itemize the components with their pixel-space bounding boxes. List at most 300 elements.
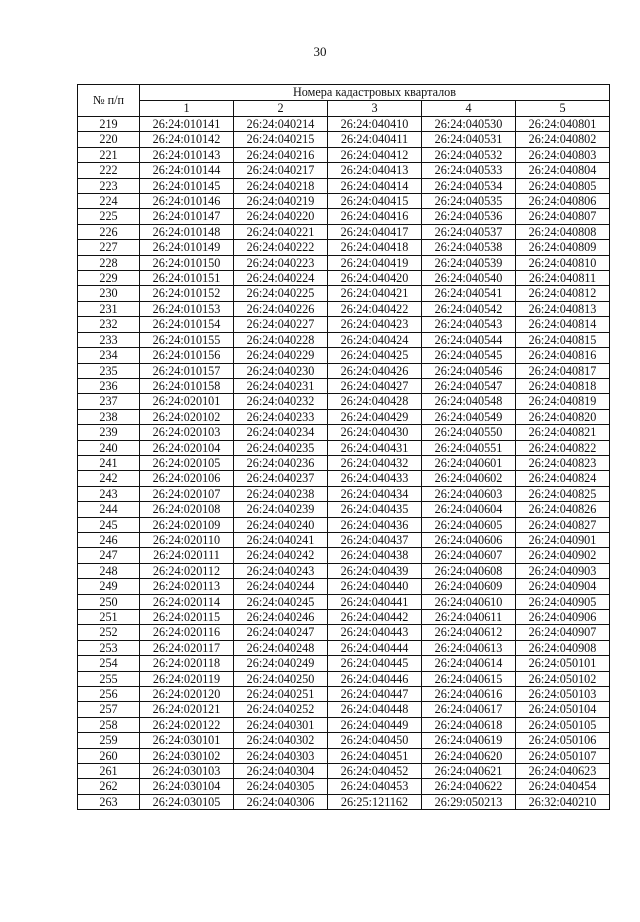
quarter-cell-1: 26:24:020110 [140, 532, 234, 547]
quarter-cell-5: 26:24:040808 [516, 224, 610, 239]
quarter-cell-4: 26:24:040551 [422, 440, 516, 455]
quarter-cell-1: 26:24:020112 [140, 563, 234, 578]
table-row [78, 224, 610, 239]
table-row [78, 378, 610, 393]
table-row [78, 671, 610, 686]
row-number-cell: 234 [78, 348, 140, 363]
row-number-cell: 241 [78, 455, 140, 470]
quarter-cell-1: 26:24:010156 [140, 348, 234, 363]
quarter-cell-5: 26:24:040905 [516, 594, 610, 609]
row-number-cell: 232 [78, 317, 140, 332]
quarter-cell-2: 26:24:040235 [234, 440, 328, 455]
row-number-cell: 247 [78, 548, 140, 563]
quarter-cell-4: 26:24:040546 [422, 363, 516, 378]
quarter-cell-5: 26:24:040906 [516, 610, 610, 625]
quarter-cell-5: 26:24:050102 [516, 671, 610, 686]
row-number-cell: 252 [78, 625, 140, 640]
quarter-cell-1: 26:24:010153 [140, 301, 234, 316]
table-row [78, 764, 610, 779]
quarter-cell-5: 26:24:040819 [516, 394, 610, 409]
quarter-cell-4: 26:24:040544 [422, 332, 516, 347]
table-row [78, 363, 610, 378]
row-number-cell: 259 [78, 733, 140, 748]
quarter-cell-3: 26:24:040423 [328, 317, 422, 332]
table-row [78, 394, 610, 409]
quarter-cell-2: 26:24:040301 [234, 717, 328, 732]
quarter-cell-4: 26:24:040617 [422, 702, 516, 717]
quarter-cell-2: 26:24:040230 [234, 363, 328, 378]
quarter-cell-1: 26:24:030104 [140, 779, 234, 794]
table-row [78, 733, 610, 748]
quarter-cell-2: 26:24:040233 [234, 409, 328, 424]
quarter-cell-2: 26:24:040245 [234, 594, 328, 609]
quarter-cell-5: 26:24:040818 [516, 378, 610, 393]
quarter-cell-1: 26:24:020109 [140, 517, 234, 532]
column-header-2: 2 [234, 101, 328, 117]
quarter-cell-4: 26:24:040533 [422, 163, 516, 178]
quarter-cell-5: 26:24:040826 [516, 502, 610, 517]
row-number-cell: 221 [78, 147, 140, 162]
row-number-cell: 228 [78, 255, 140, 270]
quarter-cell-2: 26:24:040240 [234, 517, 328, 532]
quarter-cell-3: 26:24:040426 [328, 363, 422, 378]
quarter-cell-1: 26:24:010146 [140, 194, 234, 209]
quarter-cell-3: 26:24:040440 [328, 579, 422, 594]
quarter-cell-5: 26:24:050105 [516, 717, 610, 732]
quarter-cell-4: 26:24:040607 [422, 548, 516, 563]
table-row [78, 209, 610, 224]
quarter-cell-2: 26:24:040228 [234, 332, 328, 347]
quarter-cell-3: 26:24:040418 [328, 240, 422, 255]
quarter-cell-1: 26:24:030102 [140, 748, 234, 763]
quarter-cell-4: 26:24:040537 [422, 224, 516, 239]
quarter-cell-4: 26:24:040604 [422, 502, 516, 517]
quarter-cell-2: 26:24:040242 [234, 548, 328, 563]
quarter-cell-2: 26:24:040214 [234, 117, 328, 132]
quarter-cell-1: 26:24:020111 [140, 548, 234, 563]
quarter-cell-5: 26:24:040811 [516, 271, 610, 286]
quarter-cell-2: 26:24:040304 [234, 764, 328, 779]
quarter-cell-5: 26:24:050101 [516, 656, 610, 671]
quarter-cell-1: 26:24:010149 [140, 240, 234, 255]
quarter-cell-1: 26:24:020116 [140, 625, 234, 640]
row-number-cell: 239 [78, 425, 140, 440]
quarter-cell-5: 26:24:040803 [516, 147, 610, 162]
quarter-cell-3: 26:24:040430 [328, 425, 422, 440]
quarter-cell-5: 26:24:040824 [516, 471, 610, 486]
quarter-cell-1: 26:24:010143 [140, 147, 234, 162]
quarter-cell-3: 26:24:040416 [328, 209, 422, 224]
row-number-cell: 257 [78, 702, 140, 717]
quarter-cell-2: 26:24:040215 [234, 132, 328, 147]
quarter-cell-2: 26:24:040234 [234, 425, 328, 440]
quarter-cell-5: 26:24:040907 [516, 625, 610, 640]
cadastral-numbers-header: Номера кадастровых кварталов [140, 85, 610, 101]
quarter-cell-1: 26:24:010154 [140, 317, 234, 332]
row-number-cell: 235 [78, 363, 140, 378]
table-row [78, 594, 610, 609]
quarter-cell-3: 26:24:040442 [328, 610, 422, 625]
quarter-cell-3: 26:24:040429 [328, 409, 422, 424]
quarter-cell-5: 26:24:040454 [516, 779, 610, 794]
quarter-cell-5: 26:24:040815 [516, 332, 610, 347]
quarter-cell-3: 26:24:040443 [328, 625, 422, 640]
row-number-header: № п/п [78, 85, 140, 117]
quarter-cell-4: 26:24:040550 [422, 425, 516, 440]
quarter-cell-5: 26:24:040908 [516, 640, 610, 655]
quarter-cell-4: 26:24:040614 [422, 656, 516, 671]
quarter-cell-4: 26:24:040602 [422, 471, 516, 486]
table-row [78, 486, 610, 501]
row-number-cell: 222 [78, 163, 140, 178]
quarter-cell-1: 26:24:020106 [140, 471, 234, 486]
quarter-cell-2: 26:24:040248 [234, 640, 328, 655]
quarter-cell-3: 26:24:040424 [328, 332, 422, 347]
quarter-cell-2: 26:24:040303 [234, 748, 328, 763]
table-row [78, 409, 610, 424]
row-number-cell: 244 [78, 502, 140, 517]
row-number-cell: 261 [78, 764, 140, 779]
row-number-cell: 240 [78, 440, 140, 455]
row-number-cell: 255 [78, 671, 140, 686]
table-row [78, 656, 610, 671]
quarter-cell-2: 26:24:040305 [234, 779, 328, 794]
quarter-cell-3: 26:24:040438 [328, 548, 422, 563]
quarter-cell-1: 26:24:010151 [140, 271, 234, 286]
quarter-cell-3: 26:25:121162 [328, 794, 422, 809]
quarter-cell-1: 26:24:030103 [140, 764, 234, 779]
row-number-cell: 236 [78, 378, 140, 393]
quarter-cell-4: 26:24:040621 [422, 764, 516, 779]
quarter-cell-3: 26:24:040410 [328, 117, 422, 132]
quarter-cell-4: 26:24:040619 [422, 733, 516, 748]
quarter-cell-4: 26:24:040622 [422, 779, 516, 794]
quarter-cell-3: 26:24:040451 [328, 748, 422, 763]
quarter-cell-2: 26:24:040227 [234, 317, 328, 332]
row-number-cell: 254 [78, 656, 140, 671]
quarter-cell-4: 26:24:040531 [422, 132, 516, 147]
quarter-cell-2: 26:24:040237 [234, 471, 328, 486]
quarter-cell-4: 26:24:040536 [422, 209, 516, 224]
table-row [78, 286, 610, 301]
quarter-cell-3: 26:24:040417 [328, 224, 422, 239]
table-row [78, 117, 610, 132]
quarter-cell-2: 26:24:040246 [234, 610, 328, 625]
quarter-cell-5: 26:24:040810 [516, 255, 610, 270]
table-row [78, 332, 610, 347]
row-number-cell: 237 [78, 394, 140, 409]
quarter-cell-2: 26:24:040250 [234, 671, 328, 686]
table-row [78, 502, 610, 517]
table-row [78, 194, 610, 209]
quarter-cell-3: 26:24:040422 [328, 301, 422, 316]
table-row [78, 132, 610, 147]
quarter-cell-4: 26:24:040606 [422, 532, 516, 547]
quarter-cell-3: 26:24:040434 [328, 486, 422, 501]
table-header-row-2 [78, 101, 610, 117]
quarter-cell-1: 26:24:020113 [140, 579, 234, 594]
row-number-cell: 243 [78, 486, 140, 501]
quarter-cell-5: 26:24:040902 [516, 548, 610, 563]
quarter-cell-2: 26:24:040225 [234, 286, 328, 301]
quarter-cell-4: 26:24:040608 [422, 563, 516, 578]
quarter-cell-3: 26:24:040437 [328, 532, 422, 547]
quarter-cell-5: 26:24:040816 [516, 348, 610, 363]
row-number-cell: 246 [78, 532, 140, 547]
quarter-cell-1: 26:24:020102 [140, 409, 234, 424]
quarter-cell-1: 26:24:020120 [140, 687, 234, 702]
quarter-cell-1: 26:24:010158 [140, 378, 234, 393]
quarter-cell-3: 26:24:040439 [328, 563, 422, 578]
quarter-cell-5: 26:24:040903 [516, 563, 610, 578]
row-number-cell: 223 [78, 178, 140, 193]
table-row [78, 779, 610, 794]
quarter-cell-1: 26:24:020119 [140, 671, 234, 686]
quarter-cell-3: 26:24:040432 [328, 455, 422, 470]
quarter-cell-1: 26:24:020122 [140, 717, 234, 732]
table-row [78, 687, 610, 702]
quarter-cell-4: 26:24:040539 [422, 255, 516, 270]
quarter-cell-4: 26:24:040549 [422, 409, 516, 424]
quarter-cell-2: 26:24:040251 [234, 687, 328, 702]
quarter-cell-3: 26:24:040428 [328, 394, 422, 409]
quarter-cell-5: 26:24:040817 [516, 363, 610, 378]
quarter-cell-3: 26:24:040452 [328, 764, 422, 779]
quarter-cell-1: 26:24:010147 [140, 209, 234, 224]
table-row [78, 301, 610, 316]
quarter-cell-2: 26:24:040249 [234, 656, 328, 671]
quarter-cell-5: 26:24:040802 [516, 132, 610, 147]
row-number-cell: 251 [78, 610, 140, 625]
quarter-cell-2: 26:24:040218 [234, 178, 328, 193]
quarter-cell-3: 26:24:040444 [328, 640, 422, 655]
quarter-cell-5: 26:24:050106 [516, 733, 610, 748]
quarter-cell-5: 26:24:040801 [516, 117, 610, 132]
quarter-cell-1: 26:24:020117 [140, 640, 234, 655]
column-header-4: 4 [422, 101, 516, 117]
quarter-cell-3: 26:24:040431 [328, 440, 422, 455]
quarter-cell-1: 26:24:020104 [140, 440, 234, 455]
column-header-3: 3 [328, 101, 422, 117]
row-number-cell: 256 [78, 687, 140, 702]
quarter-cell-5: 26:24:050104 [516, 702, 610, 717]
table-row [78, 440, 610, 455]
table-row [78, 517, 610, 532]
quarter-cell-3: 26:24:040425 [328, 348, 422, 363]
quarter-cell-5: 26:24:050103 [516, 687, 610, 702]
row-number-cell: 229 [78, 271, 140, 286]
quarter-cell-3: 26:24:040412 [328, 147, 422, 162]
quarter-cell-5: 26:24:040812 [516, 286, 610, 301]
row-number-cell: 242 [78, 471, 140, 486]
quarter-cell-5: 26:32:040210 [516, 794, 610, 809]
quarter-cell-5: 26:24:040804 [516, 163, 610, 178]
table-row [78, 271, 610, 286]
quarter-cell-5: 26:24:040820 [516, 409, 610, 424]
table-row [78, 240, 610, 255]
quarter-cell-2: 26:24:040232 [234, 394, 328, 409]
quarter-cell-3: 26:24:040449 [328, 717, 422, 732]
quarter-cell-2: 26:24:040306 [234, 794, 328, 809]
table-row [78, 147, 610, 162]
row-number-cell: 226 [78, 224, 140, 239]
quarter-cell-2: 26:24:040223 [234, 255, 328, 270]
quarter-cell-1: 26:24:010144 [140, 163, 234, 178]
quarter-cell-1: 26:24:020103 [140, 425, 234, 440]
quarter-cell-4: 26:24:040547 [422, 378, 516, 393]
row-number-cell: 238 [78, 409, 140, 424]
quarter-cell-4: 26:24:040534 [422, 178, 516, 193]
quarter-cell-1: 26:24:030105 [140, 794, 234, 809]
quarter-cell-4: 26:24:040613 [422, 640, 516, 655]
quarter-cell-1: 26:24:010157 [140, 363, 234, 378]
quarter-cell-3: 26:24:040448 [328, 702, 422, 717]
quarter-cell-5: 26:24:050107 [516, 748, 610, 763]
table-row [78, 425, 610, 440]
table-row [78, 579, 610, 594]
table-header-row-1 [78, 85, 610, 101]
quarter-cell-1: 26:24:010148 [140, 224, 234, 239]
quarter-cell-4: 26:24:040530 [422, 117, 516, 132]
quarter-cell-5: 26:24:040825 [516, 486, 610, 501]
quarter-cell-3: 26:24:040450 [328, 733, 422, 748]
quarter-cell-2: 26:24:040222 [234, 240, 328, 255]
table-row [78, 178, 610, 193]
table-row [78, 255, 610, 270]
quarter-cell-2: 26:24:040236 [234, 455, 328, 470]
quarter-cell-1: 26:24:020121 [140, 702, 234, 717]
quarter-cell-1: 26:24:010142 [140, 132, 234, 147]
row-number-cell: 231 [78, 301, 140, 316]
quarter-cell-4: 26:24:040609 [422, 579, 516, 594]
quarter-cell-4: 26:24:040611 [422, 610, 516, 625]
quarter-cell-5: 26:24:040805 [516, 178, 610, 193]
quarter-cell-5: 26:24:040904 [516, 579, 610, 594]
table-row [78, 625, 610, 640]
quarter-cell-2: 26:24:040252 [234, 702, 328, 717]
row-number-cell: 233 [78, 332, 140, 347]
quarter-cell-3: 26:24:040427 [328, 378, 422, 393]
quarter-cell-3: 26:24:040441 [328, 594, 422, 609]
table-row [78, 794, 610, 809]
row-number-cell: 220 [78, 132, 140, 147]
quarter-cell-1: 26:24:020114 [140, 594, 234, 609]
quarter-cell-2: 26:24:040229 [234, 348, 328, 363]
table-row [78, 471, 610, 486]
quarter-cell-1: 26:24:020118 [140, 656, 234, 671]
column-header-1: 1 [140, 101, 234, 117]
quarter-cell-5: 26:24:040623 [516, 764, 610, 779]
quarter-cell-3: 26:24:040447 [328, 687, 422, 702]
quarter-cell-4: 26:24:040605 [422, 517, 516, 532]
quarter-cell-2: 26:24:040226 [234, 301, 328, 316]
quarter-cell-3: 26:24:040411 [328, 132, 422, 147]
quarter-cell-2: 26:24:040219 [234, 194, 328, 209]
quarter-cell-3: 26:24:040419 [328, 255, 422, 270]
quarter-cell-2: 26:24:040302 [234, 733, 328, 748]
quarter-cell-1: 26:24:020115 [140, 610, 234, 625]
table-row [78, 702, 610, 717]
table-row [78, 163, 610, 178]
quarter-cell-4: 26:24:040548 [422, 394, 516, 409]
row-number-cell: 230 [78, 286, 140, 301]
quarter-cell-2: 26:24:040216 [234, 147, 328, 162]
quarter-cell-1: 26:24:020105 [140, 455, 234, 470]
quarter-cell-1: 26:24:010141 [140, 117, 234, 132]
quarter-cell-5: 26:24:040807 [516, 209, 610, 224]
row-number-cell: 219 [78, 117, 140, 132]
row-number-cell: 250 [78, 594, 140, 609]
row-number-cell: 260 [78, 748, 140, 763]
quarter-cell-4: 26:24:040616 [422, 687, 516, 702]
quarter-cell-1: 26:24:010145 [140, 178, 234, 193]
quarter-cell-3: 26:24:040413 [328, 163, 422, 178]
quarter-cell-5: 26:24:040901 [516, 532, 610, 547]
quarter-cell-4: 26:24:040535 [422, 194, 516, 209]
table-row [78, 317, 610, 332]
row-number-cell: 258 [78, 717, 140, 732]
quarter-cell-2: 26:24:040221 [234, 224, 328, 239]
quarter-cell-2: 26:24:040241 [234, 532, 328, 547]
quarter-cell-2: 26:24:040238 [234, 486, 328, 501]
quarter-cell-3: 26:24:040414 [328, 178, 422, 193]
quarter-cell-4: 26:24:040538 [422, 240, 516, 255]
quarter-cell-1: 26:24:020108 [140, 502, 234, 517]
quarter-cell-4: 26:24:040618 [422, 717, 516, 732]
row-number-cell: 248 [78, 563, 140, 578]
page-number: 30 [313, 44, 327, 59]
quarter-cell-4: 26:24:040540 [422, 271, 516, 286]
quarter-cell-3: 26:24:040445 [328, 656, 422, 671]
quarter-cell-3: 26:24:040453 [328, 779, 422, 794]
quarter-cell-5: 26:24:040814 [516, 317, 610, 332]
quarter-cell-5: 26:24:040822 [516, 440, 610, 455]
quarter-cell-4: 26:24:040545 [422, 348, 516, 363]
table-row [78, 455, 610, 470]
table-row [78, 563, 610, 578]
quarter-cell-1: 26:24:010150 [140, 255, 234, 270]
quarter-cell-4: 26:24:040542 [422, 301, 516, 316]
quarter-cell-2: 26:24:040231 [234, 378, 328, 393]
quarter-cell-1: 26:24:020107 [140, 486, 234, 501]
table-row [78, 532, 610, 547]
quarter-cell-3: 26:24:040421 [328, 286, 422, 301]
quarter-cell-2: 26:24:040217 [234, 163, 328, 178]
cadastral-quarters-table [77, 84, 610, 810]
quarter-cell-2: 26:24:040244 [234, 579, 328, 594]
quarter-cell-5: 26:24:040821 [516, 425, 610, 440]
quarter-cell-1: 26:24:030101 [140, 733, 234, 748]
quarter-cell-4: 26:24:040541 [422, 286, 516, 301]
quarter-cell-2: 26:24:040220 [234, 209, 328, 224]
quarter-cell-5: 26:24:040813 [516, 301, 610, 316]
table-row [78, 640, 610, 655]
quarter-cell-3: 26:24:040420 [328, 271, 422, 286]
table-row [78, 748, 610, 763]
quarter-cell-4: 26:24:040610 [422, 594, 516, 609]
quarter-cell-5: 26:24:040823 [516, 455, 610, 470]
row-number-cell: 249 [78, 579, 140, 594]
table-header [78, 85, 610, 117]
table-row [78, 348, 610, 363]
row-number-cell: 227 [78, 240, 140, 255]
row-number-cell: 263 [78, 794, 140, 809]
quarter-cell-3: 26:24:040415 [328, 194, 422, 209]
quarter-cell-4: 26:24:040532 [422, 147, 516, 162]
table-row [78, 610, 610, 625]
quarter-cell-4: 26:24:040620 [422, 748, 516, 763]
quarter-cell-3: 26:24:040446 [328, 671, 422, 686]
